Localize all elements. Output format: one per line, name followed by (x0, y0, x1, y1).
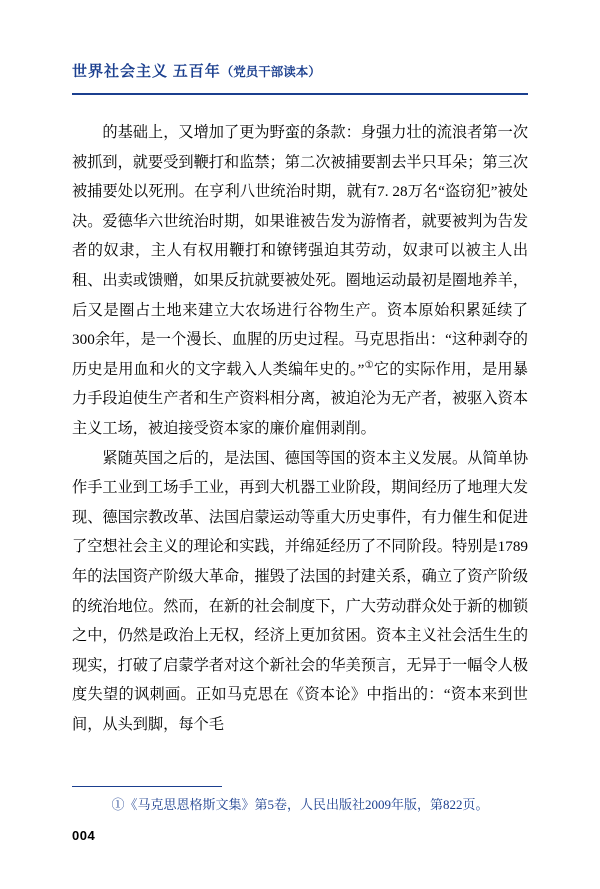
footnote-text: ①《马克思恩格斯文集》第5卷，人民出版社2009年版，第822页。 (111, 797, 489, 812)
page-number: 004 (72, 828, 96, 843)
paragraph-1 (72, 118, 528, 444)
paragraph-2: 紧随英国之后的，是法国、德国等国的资本主义发展。从简单协作手工业到工场手工业，再到大机器工业阶段，期间经历了地理大发现、德国宗教改革、法国启蒙运动等重大历史事件，有力催生和促进了空想社会主义的理论和实践，并绵延经历了不同阶段。特别是1789年的法国资产阶级大革命，摧毁了法国的封建关系，确立了资产阶级的统治地位。然而，在新的社会制度下，广大劳动群众处于新的枷锁之中，仍然是政治上无权，经济上更加贫困。资本主义社会活生生的现实，打破了启蒙学者对这个新社会的华美预言，无异于一幅令人极度失望的讽刺画。正如马克思在《资本论》中指出的：“资本来到世间，从头到脚，每个毛 (72, 449, 528, 733)
header-divider (72, 93, 528, 95)
header-title (72, 60, 528, 81)
footnote-ref-1[interactable]: ① (364, 359, 374, 371)
page-body (72, 118, 528, 739)
header-title-sub: （党员干部读本） (220, 65, 321, 79)
paragraph-1-tail: 它的实际作用，是用暴力手段迫使生产者和生产资料相分离，被迫沦为无产者，被驱入资本主义工场，被迫接受资本家的廉价雇佣剥削。 (72, 360, 528, 437)
footnote-divider (72, 786, 222, 787)
header-title-main: 世界社会主义 五百年 (72, 64, 221, 80)
page-header (72, 60, 528, 81)
paragraph-1-text: 的基础上，又增加了更为野蛮的条款：身强力壮的流浪者第一次被抓到，就要受到鞭打和监禁；第二次被捕要割去半只耳朵；第三次被捕要处以死刑。在亨利八世统治时期，就有7. 28万名“盗窃犯”被处决。爱德华六世统治时期，如果谁被告发为游惰者，就要被判为告发者的奴隶，主人有权用鞭打和镣铐强迫其劳动，奴隶可以被主人出租、出卖或馈赠，如果反抗就要被处死。圈地运动最初是圈地养羊，后又是圈占土地来建立大农场进行谷物生产。资本原始积累延续了300余年，是一个漫长、血腥的历史过程。马克思指出：“这种剥夺的历史是用血和火的文字载入人类编年史的。” (72, 124, 528, 378)
